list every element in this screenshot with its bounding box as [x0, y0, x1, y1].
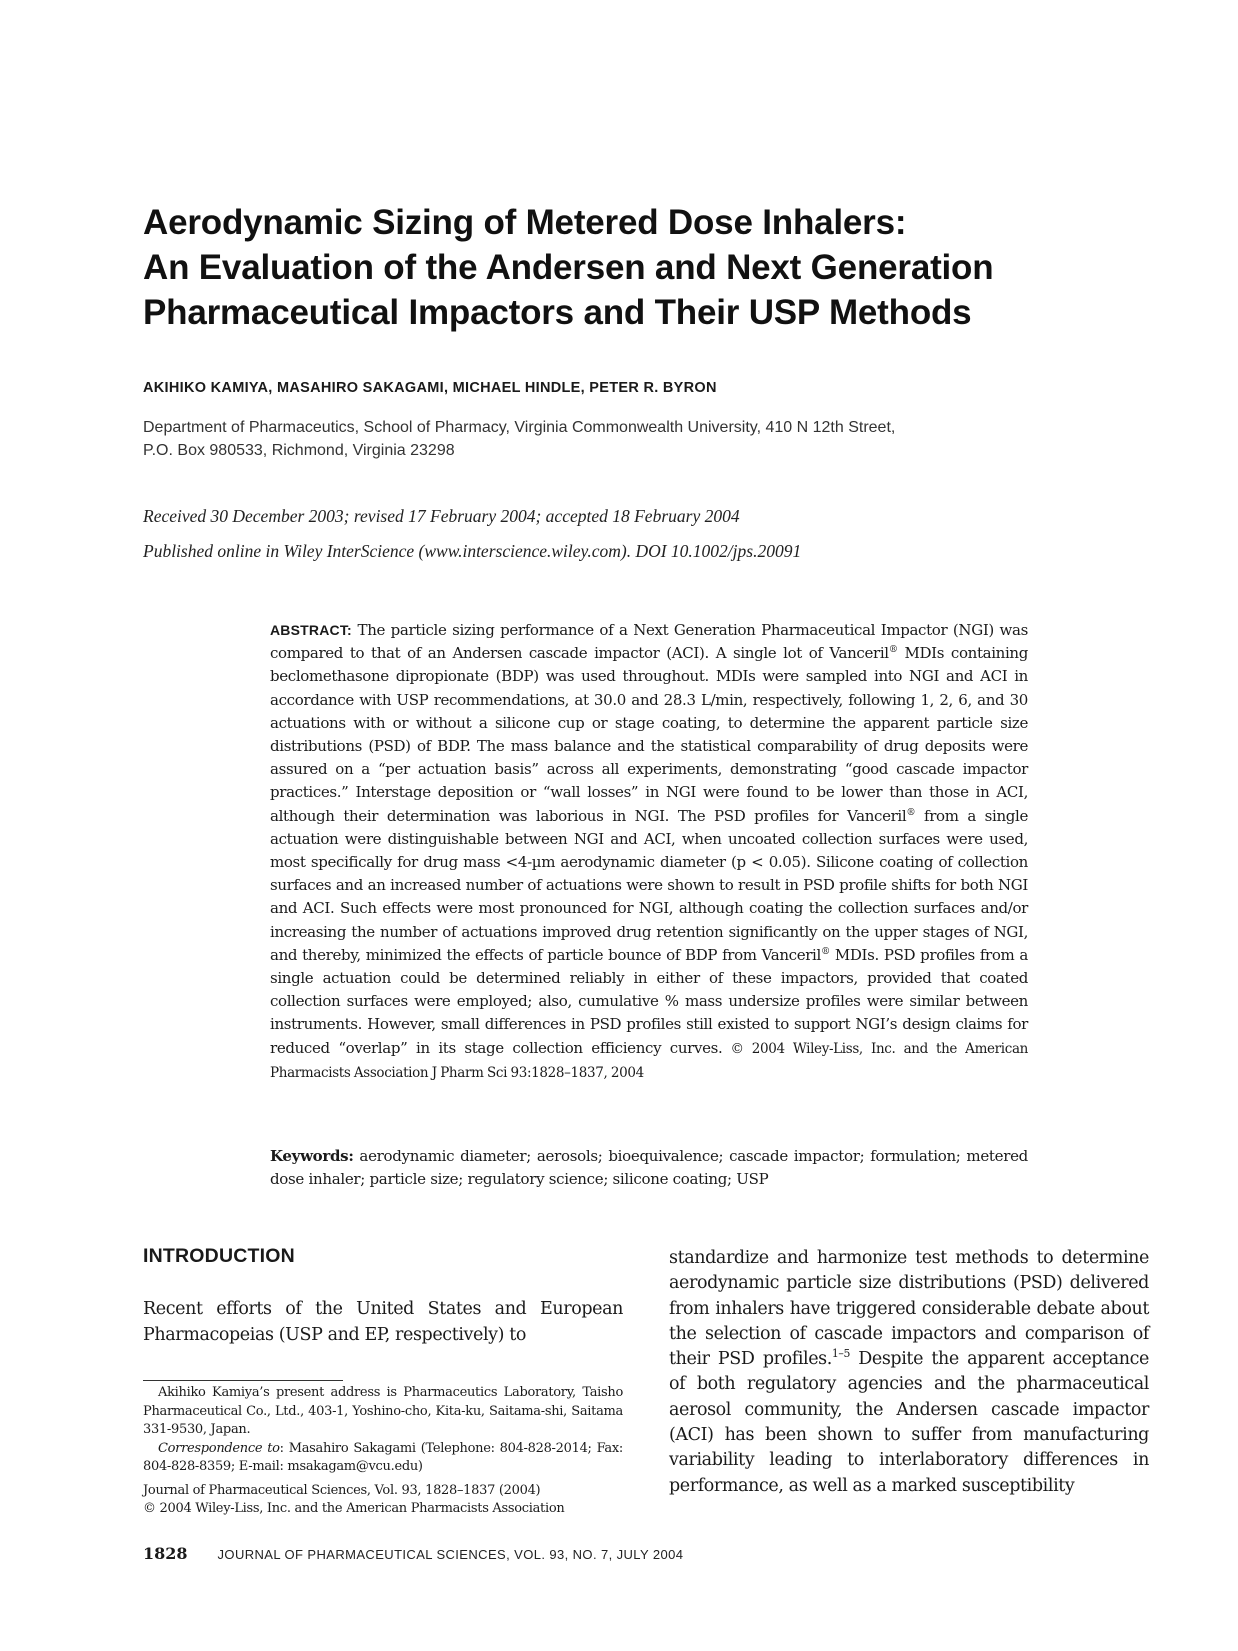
- correspondence-label: Correspondence to: [158, 1440, 280, 1456]
- affiliation: [143, 416, 1063, 462]
- affiliation-line: P.O. Box 980533, Richmond, Virginia 23298: [143, 442, 455, 459]
- abstract-label: ABSTRACT:: [270, 622, 352, 638]
- abstract-copyright: © 2004 Wiley-Liss, Inc. and the American Pharmacists Association J Pharm Sci 93:1828–1837, 2004: [270, 1040, 1029, 1081]
- keywords-text: aerodynamic diameter; aerosols; bioequivalence; cascade impactor; formulation; metered dose inhaler; particle size; regulatory science; silicone coating; USP: [270, 1147, 1028, 1189]
- abstract-text: The particle sizing performance of a Next Generation Pharmaceutical Impactor (NGI) was compared to that of an Andersen cascade impactor (ACI). A single lot of Vanceril: [270, 621, 1028, 663]
- author-list: AKIHIKO KAMIYA, MASAHIRO SAKAGAMI, MICHAEL HINDLE, PETER R. BYRON: [143, 380, 717, 396]
- publication-info: Published online in Wiley InterScience (www.interscience.wiley.com). DOI 10.1002/jps.20091: [143, 541, 802, 561]
- keywords-label: Keywords:: [270, 1147, 354, 1165]
- correspondence-text: : Masahiro Sakagami (Telephone: 804-828-2014; Fax: 804-828-8359; E-mail: msakagam@vcu.edu): [143, 1440, 623, 1474]
- title-line: An Evaluation of the Andersen and Next Generation: [143, 248, 994, 287]
- title-line: Pharmaceutical Impactors and Their USP Methods: [143, 293, 972, 332]
- footnote-copyright: © 2004 Wiley-Liss, Inc. and the American Pharmacists Association: [143, 1501, 565, 1516]
- intro-right-text: Despite the apparent acceptance of both regulatory agencies and the pharmaceutical aerosol community, the Andersen cascade impactor (ACI) has been shown to suffer from manufacturing variability leading to interlaboratory differences in performance, as well as a marked susceptibility: [669, 1349, 1149, 1496]
- footnotes: [143, 1384, 623, 1519]
- abstract-text: from a single actuation were distinguishable between NGI and ACI, when uncoated collection surfaces were used, most specifically for drug mass <4-µm aerodynamic diameter (p < 0.05). Silicone coating of collection surfaces and an increased number of actuations were shown to result in PSD profile shifts for both NGI and ACI. Such effects were most pronounced for NGI, although coating the collection surfaces and/or increasing the number of actuations improved drug retention significantly on the upper stages of NGI, and thereby, minimized the effects of particle bounce of BDP from Vanceril: [270, 806, 1028, 964]
- title-line: Aerodynamic Sizing of Metered Dose Inhalers:: [143, 203, 907, 242]
- introduction-text-left: Recent efforts of the United States and European Pharmacopeias (USP and EP, respectively) to: [143, 1299, 623, 1345]
- page-number: 1828: [143, 1544, 188, 1563]
- footnote-present-address: Akihiko Kamiya’s present address is Pharmaceutics Laboratory, Taisho Pharmaceutical Co., Ltd., 403-1, Yoshino-cho, Kita-ku, Saitama-shi, Saitama 331-9530, Japan.: [143, 1385, 623, 1437]
- footnote-journal-reference: Journal of Pharmaceutical Sciences, Vol. 93, 1828–1837 (2004): [143, 1482, 541, 1498]
- received-dates: Received 30 December 2003; revised 17 February 2004; accepted 18 February 2004: [143, 506, 740, 526]
- intro-right-text: standardize and harmonize test methods to determine aerodynamic particle size distributions (PSD) delivered from inhalers have triggered considerable debate about the selection of cascade impactors and comparison of their PSD profiles.: [669, 1248, 1149, 1370]
- registered-mark: ®: [888, 644, 898, 656]
- abstract: [270, 619, 1028, 1085]
- introduction-text-right: [669, 1246, 1149, 1499]
- keywords: [270, 1145, 1028, 1191]
- article-title: [143, 200, 1043, 335]
- section-heading-introduction: INTRODUCTION: [143, 1245, 295, 1267]
- abstract-text: MDIs containing beclomethasone dipropionate (BDP) was used throughout. MDIs were sampled into NGI and ACI in accordance with USP recommendations, at 30.0 and 28.3 L/min, respectively, following 1, 2, 6, and 30 actuations with or without a silicone cup or stage coating, to determine the apparent particle size distributions (PSD) of BDP. The mass balance and the statistical comparability of drug deposits were assured on a “per actuation basis” across all experiments, demonstrating “good cascade impactor practices.” Interstage deposition or “wall losses” in NGI were found to be lower than those in ACI, although their determination was laborious in NGI. The PSD profiles for Vanceril: [270, 644, 1028, 825]
- journal-running-footer: JOURNAL OF PHARMACEUTICAL SCIENCES, VOL. 93, NO. 7, JULY 2004: [217, 1547, 684, 1562]
- page-footer: [143, 1544, 683, 1564]
- registered-mark: ®: [820, 945, 830, 957]
- abstract-text: MDIs. PSD profiles from a single actuation could be determined reliably in either of these impactors, provided that coated collection surfaces were employed; also, cumulative % mass undersize profiles were similar between instruments. However, small differences in PSD profiles still existed to support NGI’s design claims for reduced “overlap” in its stage collection efficiency curves.: [270, 945, 1028, 1057]
- registered-mark: ®: [906, 806, 916, 818]
- footnote-correspondence: [143, 1440, 623, 1477]
- citation-reference: 1–5: [831, 1347, 850, 1361]
- footnote-rule: [143, 1380, 343, 1381]
- affiliation-line: Department of Pharmaceutics, School of Pharmacy, Virginia Commonwealth University, 410 N 12th Street,: [143, 419, 896, 436]
